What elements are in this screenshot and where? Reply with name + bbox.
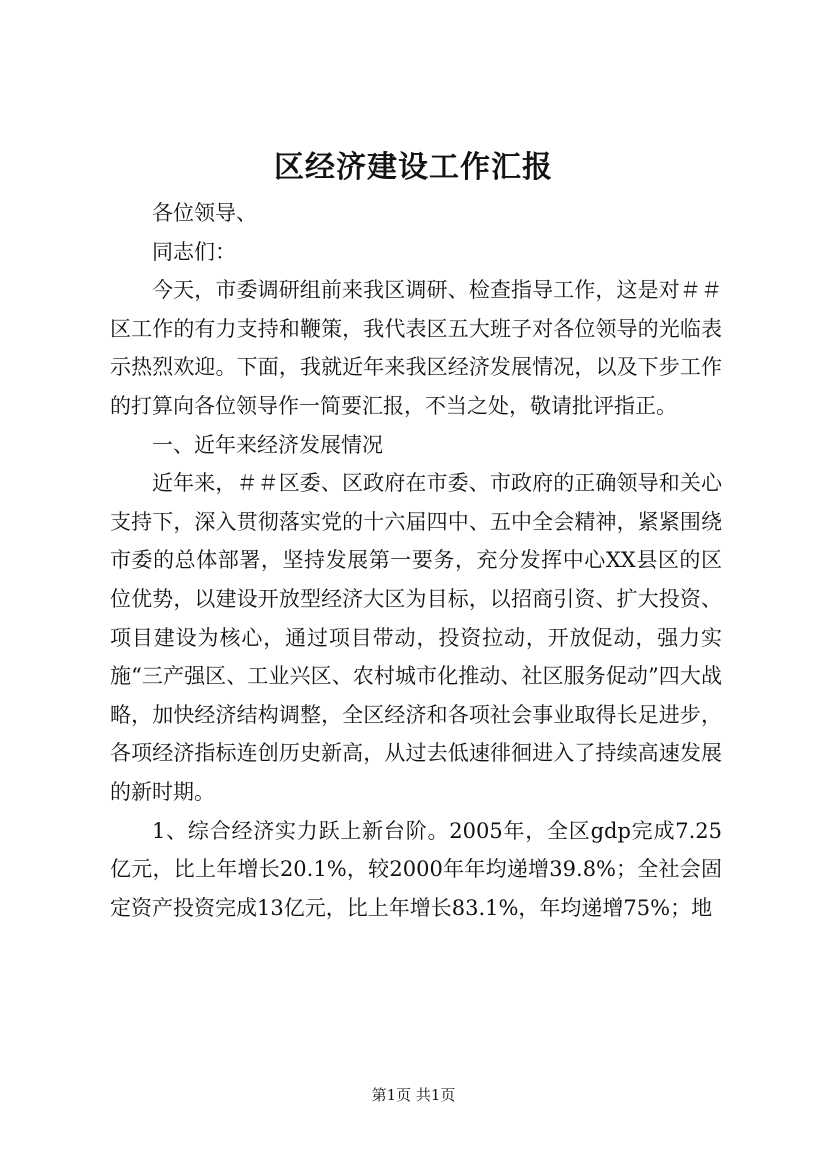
salutation-line-1: 各位领导、 <box>152 201 257 225</box>
intro-paragraph: 今天，市委调研组前来我区调研、检查指导工作，这是对＃＃区工作的有力支持和鞭策，我代表区五大班子对各位领导的光临表示热烈欢迎。下面，我就近年来我区经济发展情况，以及下步工作的打算向各位领导作一简要汇报，不当之处，敬请批评指正。 <box>110 278 722 418</box>
overview-paragraph: 近年来，＃＃区委、区政府在市委、市政府的正确领导和关心支持下，深入贯彻落实党的十六届四中、五中全会精神，紧紧围绕市委的总体部署，坚持发展第一要务，充分发挥中心XX县区的区位优势，以建设开放型经济大区为目标，以招商引资、扩大投资、项目建设为核心，通过项目带动，投资拉动，开放促动，强力实施“三产强区、工业兴区、农村城市化推动、社区服务促动”四大战略，加快经济结构调整，全区经济和各项社会事业取得长足进步，各项经济指标连创历史新高，从过去低速徘徊进入了持续高速发展的新时期。 <box>110 471 722 804</box>
document-title: 区经济建设工作汇报 <box>274 150 553 185</box>
document-body <box>110 194 722 927</box>
section-heading: 一、近年来经济发展情况 <box>152 432 383 457</box>
salutation-line-2: 同志们： <box>152 239 236 264</box>
page-number-footer: 第1页 共1页 <box>371 1086 456 1104</box>
economic-strength-paragraph: 1、综合经济实力跃上新台阶。2005年，全区gdp完成7.25亿元，比上年增长20.1%，较2000年年均递增39.8%；全社会固定资产投资完成13亿元，比上年增长83.1%，年均递增75%；地 <box>110 818 722 920</box>
